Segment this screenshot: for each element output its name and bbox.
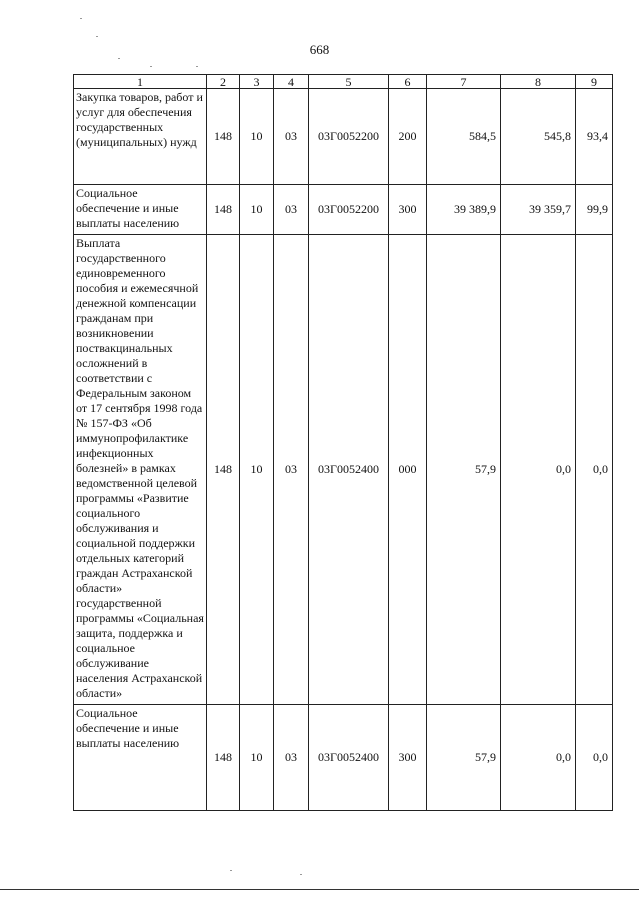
row-name: Социальное обеспечение и иные выплаты населению <box>74 185 207 235</box>
cell-expense-type: 200 <box>389 89 427 185</box>
table-row <box>74 89 613 185</box>
cell-section: 10 <box>240 705 274 811</box>
cell-section: 10 <box>240 89 274 185</box>
column-header-9: 9 <box>576 75 613 89</box>
table-row <box>74 235 613 705</box>
table-row <box>74 185 613 235</box>
column-header-7: 7 <box>427 75 501 89</box>
cell-expense-type: 300 <box>389 185 427 235</box>
cell-value-8: 0,0 <box>501 705 576 811</box>
cell-target-article: 03Г0052200 <box>309 185 389 235</box>
cell-subsection: 03 <box>274 89 309 185</box>
cell-ministry-code: 148 <box>207 89 240 185</box>
cell-section: 10 <box>240 185 274 235</box>
column-header-8: 8 <box>501 75 576 89</box>
row-name: Социальное обеспечение и иные выплаты населению <box>74 705 207 811</box>
scan-speck <box>96 36 98 37</box>
row-name: Выплата государственного единовременного пособия и ежемесячной денежной компенсации гражданам при возникновении поствакцинальных осложнений в соответствии с Федеральным законом от 17 сентября 1998 года № 157-ФЗ «Об иммунопрофилактике инфекционных болезней» в рамках ведомственной целевой программы «Развитие социального обслуживания и социальной поддержки отдельных категорий граждан Астраханской области» государственной программы «Социальная защита, поддержка и социальное обслуживание населения Астраханской области» <box>74 235 207 705</box>
cell-value-7: 57,9 <box>427 705 501 811</box>
cell-value-8: 545,8 <box>501 89 576 185</box>
table-row <box>74 705 613 811</box>
cell-value-8: 39 359,7 <box>501 185 576 235</box>
cell-value-9: 0,0 <box>576 235 613 705</box>
cell-value-9: 99,9 <box>576 185 613 235</box>
column-header-2: 2 <box>207 75 240 89</box>
cell-target-article: 03Г0052400 <box>309 235 389 705</box>
cell-expense-type: 000 <box>389 235 427 705</box>
cell-value-9: 93,4 <box>576 89 613 185</box>
page-number: 668 <box>309 42 330 57</box>
cell-subsection: 03 <box>274 185 309 235</box>
cell-target-article: 03Г0052200 <box>309 89 389 185</box>
cell-section: 10 <box>240 235 274 705</box>
scan-speck <box>118 58 120 59</box>
header-row <box>74 75 613 89</box>
cell-target-article: 03Г0052400 <box>309 705 389 811</box>
cell-value-7: 584,5 <box>427 89 501 185</box>
scan-speck <box>230 870 232 871</box>
budget-table <box>73 74 613 811</box>
scan-speck <box>196 66 198 67</box>
cell-subsection: 03 <box>274 705 309 811</box>
cell-value-7: 57,9 <box>427 235 501 705</box>
page-bottom-rule <box>0 889 639 890</box>
cell-expense-type: 300 <box>389 705 427 811</box>
scan-speck <box>150 66 152 67</box>
cell-value-7: 39 389,9 <box>427 185 501 235</box>
cell-value-8: 0,0 <box>501 235 576 705</box>
scan-speck <box>80 18 82 19</box>
cell-value-9: 0,0 <box>576 705 613 811</box>
column-header-6: 6 <box>389 75 427 89</box>
column-header-4: 4 <box>274 75 309 89</box>
scan-speck <box>300 874 302 875</box>
cell-ministry-code: 148 <box>207 235 240 705</box>
row-name: Закупка товаров, работ и услуг для обеспечения государственных (муниципальных) нужд <box>74 89 207 185</box>
cell-subsection: 03 <box>274 235 309 705</box>
column-header-5: 5 <box>309 75 389 89</box>
column-header-3: 3 <box>240 75 274 89</box>
column-header-1: 1 <box>74 75 207 89</box>
cell-ministry-code: 148 <box>207 705 240 811</box>
cell-ministry-code: 148 <box>207 185 240 235</box>
